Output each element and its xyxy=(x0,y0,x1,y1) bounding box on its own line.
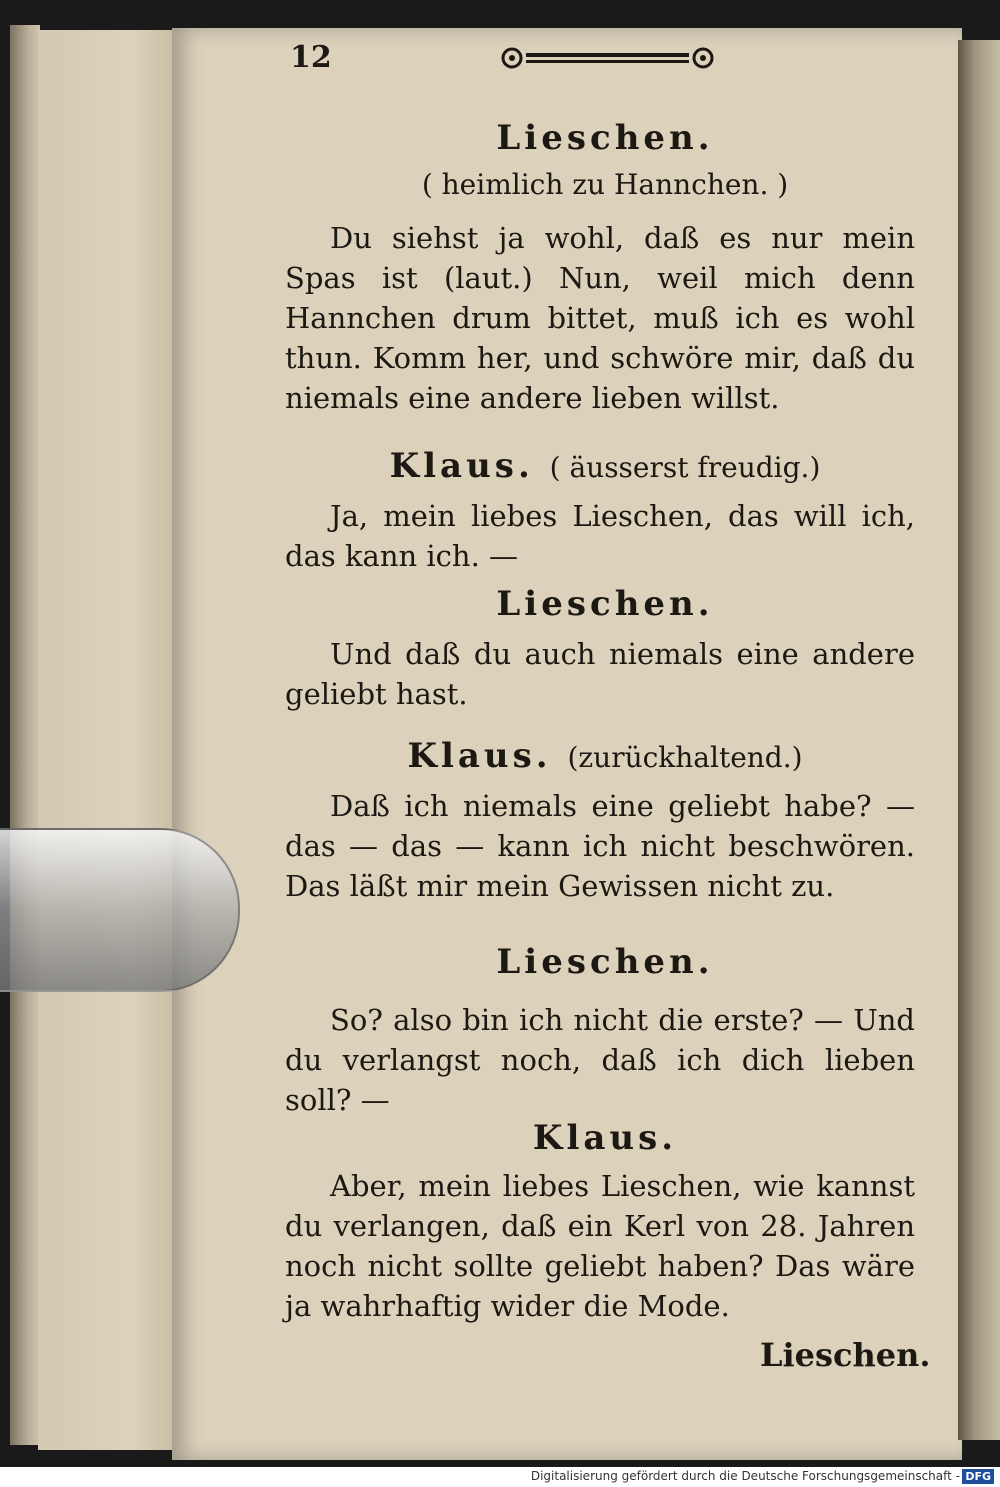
speaker-lieschen-2: Lieschen. xyxy=(496,584,714,624)
speaker-lieschen-3: Lieschen. xyxy=(496,942,714,982)
header-ornament xyxy=(500,45,715,71)
page-number: 12 xyxy=(290,40,332,75)
stage-direction: ( äusserst freudig.) xyxy=(549,451,821,484)
speech-paragraph: Ja, mein liebes Lieschen, das will ich, das kann ich. — xyxy=(285,499,915,573)
glass-weight-clip xyxy=(0,828,240,992)
speech-paragraph: Daß ich niemals eine geliebt habe? — das — das — kann ich nicht beschwören. Das läßt mir mein Gewissen nicht zu. xyxy=(285,789,915,903)
speaker-klaus-2 xyxy=(285,736,925,776)
stage-direction: (zurückhaltend.) xyxy=(567,741,803,774)
speaker-lieschen-1: Lieschen. xyxy=(496,118,714,158)
speaker-klaus-1 xyxy=(285,446,925,486)
stage-direction: ( heimlich zu Hannchen. ) xyxy=(421,168,789,201)
catchword: Lieschen. xyxy=(760,1336,931,1374)
book-edge-left xyxy=(10,25,40,1445)
speech-paragraph: So? also bin ich nicht die erste? — Und du verlangst noch, daß ich dich lieben soll? — xyxy=(285,1003,915,1117)
speaker-klaus-3: Klaus. xyxy=(532,1118,678,1158)
footer-bar xyxy=(0,1467,1000,1487)
speech-paragraph: Du siehst ja wohl, daß es nur mein Spas ist (laut.) Nun, weil mich denn Hannchen drum bittet, muß ich es wohl thun. Komm her, und schwöre mir, daß du niemals eine andere lieben willst. xyxy=(285,221,915,415)
speech-paragraph: Aber, mein liebes Lieschen, wie kannst du verlangen, daß ein Kerl von 28. Jahren noch nicht sollte geliebt haben? Das wäre ja wahrhaftig wider die Mode. xyxy=(285,1169,915,1323)
book-page-stack xyxy=(38,30,175,1450)
dfg-logo: DFG xyxy=(962,1469,994,1484)
speaker-name: Klaus. xyxy=(407,736,552,776)
speech-paragraph: Und daß du auch niemals eine andere geliebt hast. xyxy=(285,637,915,711)
speaker-name: Klaus. xyxy=(389,446,534,486)
footer-credit: Digitalisierung gefördert durch die Deutsche Forschungsgemeinschaft - xyxy=(530,1469,960,1483)
book-edge-right xyxy=(958,40,1000,1440)
